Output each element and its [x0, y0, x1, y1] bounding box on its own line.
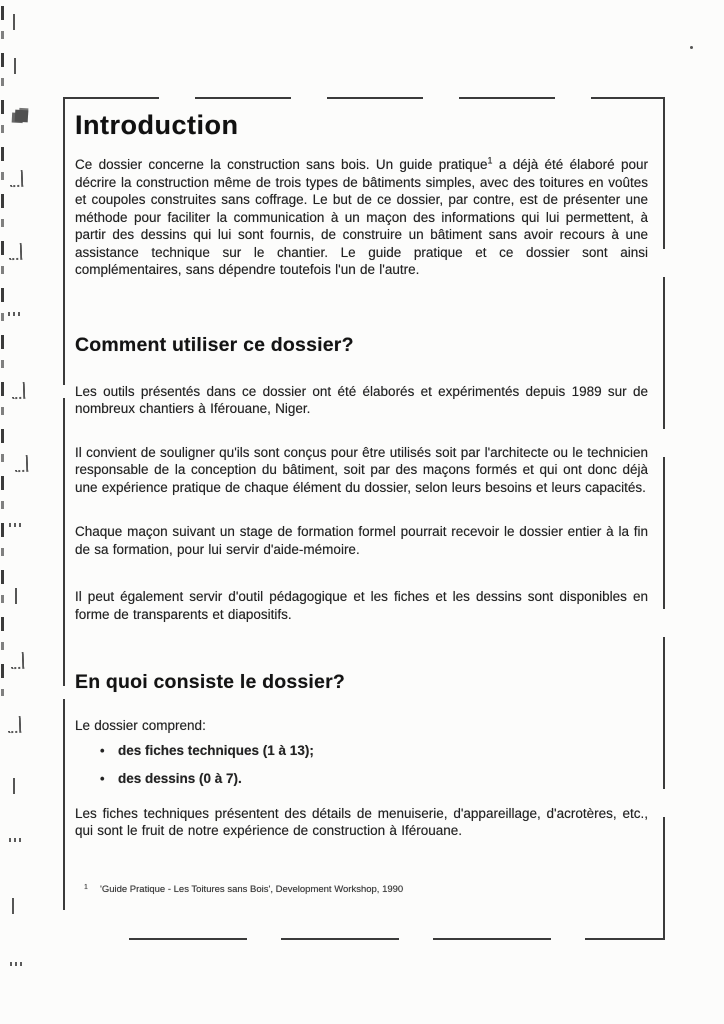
section-heading-en-quoi-consiste: En quoi consiste le dossier? [75, 671, 345, 693]
frame-border-right [663, 97, 665, 940]
scan-mark [15, 588, 17, 604]
scan-mark [9, 243, 23, 260]
intro-text-before-ref: Ce dossier concerne la construction sans bois. Un guide pratique [75, 157, 488, 172]
paragraph-dossier-comprend: Le dossier comprend: [75, 718, 206, 733]
scan-mark [15, 455, 29, 472]
scan-mark [10, 962, 22, 966]
page-title: Introduction [75, 110, 239, 140]
intro-paragraph [75, 156, 648, 279]
content-frame [63, 97, 665, 940]
scan-mark [9, 523, 21, 527]
footnote-marker: 1 [84, 883, 88, 891]
paragraph-stage-formation: Chaque maçon suivant un stage de formation formel pourrait recevoir le dossier entier à la fin de sa formation, pour lui servir d'aide-mémoire. [75, 524, 648, 557]
scan-mark [8, 716, 22, 733]
paragraph-outils: Les outils présentés dans ce dossier ont été élaborés et expérimentés depuis 1989 sur de nombreux chantiers à Iférouane, Niger. [75, 383, 648, 416]
frame-border-bottom [129, 938, 665, 940]
scan-mark [9, 838, 21, 842]
paragraph-outil-pedagogique: Il peut également servir d'outil pédagogique et les fiches et les dessins sont disponibles en forme de transparents et diapositifs. [75, 589, 648, 622]
scan-mark [10, 170, 24, 187]
section-heading-comment-utiliser: Comment utiliser ce dossier? [75, 333, 354, 356]
list-item [100, 770, 648, 788]
document-body [75, 97, 648, 896]
dossier-contents-list [75, 742, 648, 788]
list-item-label: des dessins (0 à 7). [118, 771, 242, 786]
footnote [75, 884, 648, 896]
scan-mark [15, 110, 29, 123]
paragraph-convient: Il convient de souligner qu'ils sont conçus pour être utilisés soit par l'architecte ou le technicien responsable de la conception du bâtiment, soit par des maçons formés et qui ont donc déjà une expérience pratique de chaque élément du dossier, selon leurs besoins et leurs capacités. [75, 444, 648, 495]
scan-binding-line [1, 6, 4, 696]
scan-speck [690, 46, 693, 49]
list-item [100, 742, 648, 760]
scan-mark [13, 778, 15, 794]
paragraph-fiches-techniques: Les fiches techniques présentent des détails de menuiserie, d'appareillage, d'acrotères, etc., qui sont le fruit de notre expérience de construction à Iférouane. [75, 805, 648, 838]
scan-mark [8, 312, 20, 316]
scan-mark [12, 382, 26, 399]
scan-mark [11, 652, 25, 669]
footnote-text: 'Guide Pratique - Les Toitures sans Bois', Development Workshop, 1990 [100, 883, 404, 895]
scan-mark [13, 14, 15, 30]
scan-mark [12, 898, 14, 914]
bullet-icon: • [100, 742, 105, 758]
footnote-ref-marker: 1 [487, 155, 493, 166]
bullet-icon: • [100, 771, 105, 786]
intro-text-after-ref: a déjà été élaboré pour décrire la construction même de trois types de bâtiments simples, avec des toitures en voûtes et coupoles construites sans coffrage. Le but de ce dossier, par contre, est de présenter une méthode pour faciliter la communication à un maçon des informations qui lui permettent, à partir des dessins qui lui sont fournis, de construire un bâtiment sans avoir recours à une assistance technique sur le chantier. Le guide pratique et ce dossier sont ainsi complémentaires, sans dépendre toutefois l'un de l'autre. [75, 157, 648, 277]
frame-border-left [63, 97, 65, 910]
list-item-label: des fiches techniques (1 à 13); [118, 742, 314, 758]
scan-mark [14, 58, 16, 74]
